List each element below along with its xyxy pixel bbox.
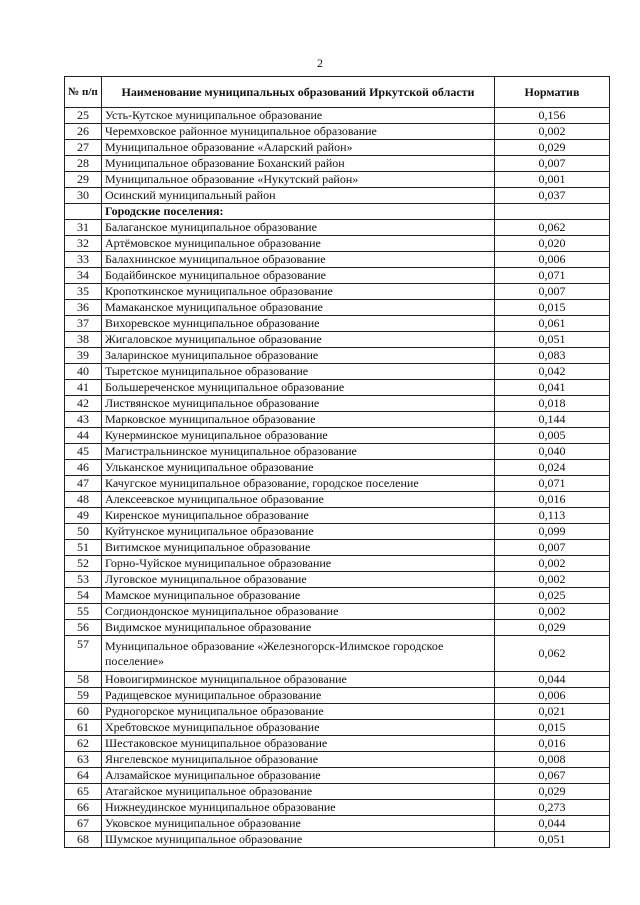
norm-value: 0,006 bbox=[495, 688, 610, 704]
norm-value: 0,041 bbox=[495, 380, 610, 396]
municipality-name: Куйтунское муниципальное образование bbox=[102, 524, 495, 540]
municipality-name: Радищевское муниципальное образование bbox=[102, 688, 495, 704]
table-body bbox=[65, 108, 610, 848]
municipality-name: Балахнинское муниципальное образование bbox=[102, 252, 495, 268]
table-row bbox=[65, 348, 610, 364]
norms-table bbox=[64, 76, 610, 848]
norm-value: 0,005 bbox=[495, 428, 610, 444]
municipality-name: Балаганское муниципальное образование bbox=[102, 220, 495, 236]
norm-value: 0,002 bbox=[495, 604, 610, 620]
table-row bbox=[65, 252, 610, 268]
row-number: 48 bbox=[65, 492, 102, 508]
norm-value: 0,044 bbox=[495, 672, 610, 688]
row-number: 51 bbox=[65, 540, 102, 556]
norm-value: 0,016 bbox=[495, 736, 610, 752]
norm-value: 0,015 bbox=[495, 300, 610, 316]
municipality-name: Муниципальное образование «Аларский район» bbox=[102, 140, 495, 156]
table-row bbox=[65, 508, 610, 524]
table-row bbox=[65, 236, 610, 252]
table-row bbox=[65, 124, 610, 140]
row-number: 55 bbox=[65, 604, 102, 620]
table-row bbox=[65, 768, 610, 784]
municipality-name: Уковское муниципальное образование bbox=[102, 816, 495, 832]
municipality-name: Алзамайское муниципальное образование bbox=[102, 768, 495, 784]
row-number: 59 bbox=[65, 688, 102, 704]
table-row bbox=[65, 784, 610, 800]
row-number: 66 bbox=[65, 800, 102, 816]
municipality-name: Заларинское муниципальное образование bbox=[102, 348, 495, 364]
page-number: 2 bbox=[317, 56, 323, 70]
table-row bbox=[65, 460, 610, 476]
municipality-name: Алексеевское муниципальное образование bbox=[102, 492, 495, 508]
norm-value: 0,007 bbox=[495, 540, 610, 556]
row-number: 45 bbox=[65, 444, 102, 460]
row-number: 68 bbox=[65, 832, 102, 848]
row-number: 41 bbox=[65, 380, 102, 396]
municipality-name: Бодайбинское муниципальное образование bbox=[102, 268, 495, 284]
norm-value: 0,037 bbox=[495, 188, 610, 204]
municipality-name: Кунерминское муниципальное образование bbox=[102, 428, 495, 444]
table-row bbox=[65, 620, 610, 636]
municipality-name: Шумское муниципальное образование bbox=[102, 832, 495, 848]
municipality-name: Хребтовское муниципальное образование bbox=[102, 720, 495, 736]
row-number: 61 bbox=[65, 720, 102, 736]
header-name: Наименование муниципальных образований Иркутской области bbox=[102, 77, 495, 108]
row-number: 62 bbox=[65, 736, 102, 752]
municipality-name: Шестаковское муниципальное образование bbox=[102, 736, 495, 752]
norm-value: 0,144 bbox=[495, 412, 610, 428]
municipality-name: Артёмовское муниципальное образование bbox=[102, 236, 495, 252]
row-number: 33 bbox=[65, 252, 102, 268]
norm-value: 0,051 bbox=[495, 332, 610, 348]
municipality-name: Рудногорское муниципальное образование bbox=[102, 704, 495, 720]
norm-value: 0,021 bbox=[495, 704, 610, 720]
table-row bbox=[65, 572, 610, 588]
norm-value: 0,083 bbox=[495, 348, 610, 364]
table-row bbox=[65, 588, 610, 604]
row-number: 54 bbox=[65, 588, 102, 604]
municipality-name: Улькансκое муниципальное образование bbox=[102, 460, 495, 476]
norm-value: 0,051 bbox=[495, 832, 610, 848]
table-row bbox=[65, 428, 610, 444]
norm-value: 0,040 bbox=[495, 444, 610, 460]
norm-value: 0,007 bbox=[495, 284, 610, 300]
norm-value: 0,113 bbox=[495, 508, 610, 524]
row-number: 47 bbox=[65, 476, 102, 492]
table-row bbox=[65, 736, 610, 752]
municipality-name: Качугское муниципальное образование, городское поселение bbox=[102, 476, 495, 492]
norm-value: 0,029 bbox=[495, 620, 610, 636]
norm-value: 0,020 bbox=[495, 236, 610, 252]
table-row bbox=[65, 220, 610, 236]
table-row bbox=[65, 476, 610, 492]
norm-value: 0,002 bbox=[495, 572, 610, 588]
table-row bbox=[65, 332, 610, 348]
table-row bbox=[65, 604, 610, 620]
table-row bbox=[65, 380, 610, 396]
municipality-name: Марковское муниципальное образование bbox=[102, 412, 495, 428]
norm-value: 0,062 bbox=[495, 220, 610, 236]
municipality-name: Мамаканское муниципальное образование bbox=[102, 300, 495, 316]
municipality-name: Листвянское муниципальное образование bbox=[102, 396, 495, 412]
row-number: 49 bbox=[65, 508, 102, 524]
norm-value: 0,042 bbox=[495, 364, 610, 380]
norm-value: 0,029 bbox=[495, 140, 610, 156]
municipality-name: Жигаловское муниципальное образование bbox=[102, 332, 495, 348]
row-number: 29 bbox=[65, 172, 102, 188]
municipality-name: Осинский муниципальный район bbox=[102, 188, 495, 204]
municipality-name: Муниципальное образование «Железногорск-Илимское городское поселение» bbox=[102, 636, 495, 672]
municipality-name: Магистральнинское муниципальное образование bbox=[102, 444, 495, 460]
municipality-name: Усть-Кутское муниципальное образование bbox=[102, 108, 495, 124]
table-row bbox=[65, 364, 610, 380]
municipality-name: Мамское муниципальное образование bbox=[102, 588, 495, 604]
norm-value: 0,071 bbox=[495, 268, 610, 284]
table-header bbox=[65, 77, 610, 108]
municipality-name: Киренское муниципальное образование bbox=[102, 508, 495, 524]
norm-value: 0,061 bbox=[495, 316, 610, 332]
norm-value bbox=[495, 204, 610, 220]
row-number: 39 bbox=[65, 348, 102, 364]
header-norm: Норматив bbox=[495, 77, 610, 108]
norm-value: 0,016 bbox=[495, 492, 610, 508]
table-row bbox=[65, 704, 610, 720]
norm-value: 0,006 bbox=[495, 252, 610, 268]
norm-value: 0,067 bbox=[495, 768, 610, 784]
municipality-name: Новоигирминское муниципальное образование bbox=[102, 672, 495, 688]
row-number: 63 bbox=[65, 752, 102, 768]
table-row bbox=[65, 300, 610, 316]
table-row bbox=[65, 816, 610, 832]
table-row bbox=[65, 752, 610, 768]
norm-value: 0,156 bbox=[495, 108, 610, 124]
table-row bbox=[65, 524, 610, 540]
section-title: Городские поселения: bbox=[102, 204, 495, 220]
row-number: 36 bbox=[65, 300, 102, 316]
row-number: 30 bbox=[65, 188, 102, 204]
norm-value: 0,029 bbox=[495, 784, 610, 800]
table-row bbox=[65, 172, 610, 188]
municipality-name: Муниципальное образование Боханский район bbox=[102, 156, 495, 172]
row-number: 44 bbox=[65, 428, 102, 444]
row-number: 53 bbox=[65, 572, 102, 588]
norm-value: 0,099 bbox=[495, 524, 610, 540]
row-number: 60 bbox=[65, 704, 102, 720]
row-number: 64 bbox=[65, 768, 102, 784]
table-row bbox=[65, 688, 610, 704]
municipality-name: Кропоткинское муниципальное образование bbox=[102, 284, 495, 300]
row-number: 57 bbox=[65, 636, 102, 672]
row-number: 32 bbox=[65, 236, 102, 252]
table-row bbox=[65, 672, 610, 688]
row-number: 35 bbox=[65, 284, 102, 300]
norm-value: 0,024 bbox=[495, 460, 610, 476]
norm-value: 0,001 bbox=[495, 172, 610, 188]
row-number: 26 bbox=[65, 124, 102, 140]
row-number: 38 bbox=[65, 332, 102, 348]
municipality-name: Нижнеудинское муниципальное образование bbox=[102, 800, 495, 816]
municipality-name: Большереченское муниципальное образование bbox=[102, 380, 495, 396]
table-row bbox=[65, 832, 610, 848]
municipality-name: Согдиондонское муниципальное образование bbox=[102, 604, 495, 620]
row-number: 40 bbox=[65, 364, 102, 380]
norm-value: 0,007 bbox=[495, 156, 610, 172]
table-row bbox=[65, 316, 610, 332]
row-number: 31 bbox=[65, 220, 102, 236]
table-row bbox=[65, 720, 610, 736]
row-number: 50 bbox=[65, 524, 102, 540]
municipality-name: Черемховское районное муниципальное образование bbox=[102, 124, 495, 140]
municipality-name: Янгелевское муниципальное образование bbox=[102, 752, 495, 768]
norm-value: 0,044 bbox=[495, 816, 610, 832]
norm-value: 0,002 bbox=[495, 556, 610, 572]
norm-value: 0,002 bbox=[495, 124, 610, 140]
section-row bbox=[65, 204, 610, 220]
table-row bbox=[65, 540, 610, 556]
norm-value: 0,071 bbox=[495, 476, 610, 492]
row-number bbox=[65, 204, 102, 220]
table-row bbox=[65, 108, 610, 124]
municipality-name: Видимское муниципальное образование bbox=[102, 620, 495, 636]
table-row bbox=[65, 800, 610, 816]
municipality-name: Вихоревское муниципальное образование bbox=[102, 316, 495, 332]
table-row bbox=[65, 268, 610, 284]
header-row bbox=[65, 77, 610, 108]
row-number: 25 bbox=[65, 108, 102, 124]
table-row bbox=[65, 140, 610, 156]
table-row bbox=[65, 284, 610, 300]
table-row bbox=[65, 412, 610, 428]
row-number: 34 bbox=[65, 268, 102, 284]
norm-value: 0,018 bbox=[495, 396, 610, 412]
table-row bbox=[65, 188, 610, 204]
table-row bbox=[65, 636, 610, 672]
row-number: 46 bbox=[65, 460, 102, 476]
municipality-name: Муниципальное образование «Нукутский район» bbox=[102, 172, 495, 188]
municipality-name: Луговское муниципальное образование bbox=[102, 572, 495, 588]
row-number: 28 bbox=[65, 156, 102, 172]
row-number: 42 bbox=[65, 396, 102, 412]
norm-value: 0,273 bbox=[495, 800, 610, 816]
header-number: № п/п bbox=[65, 77, 102, 108]
norm-value: 0,062 bbox=[495, 636, 610, 672]
norm-value: 0,015 bbox=[495, 720, 610, 736]
municipality-name: Тыретское муниципальное образование bbox=[102, 364, 495, 380]
table-row bbox=[65, 156, 610, 172]
table-row bbox=[65, 444, 610, 460]
row-number: 37 bbox=[65, 316, 102, 332]
norm-value: 0,025 bbox=[495, 588, 610, 604]
row-number: 65 bbox=[65, 784, 102, 800]
municipality-name: Горно-Чуйское муниципальное образование bbox=[102, 556, 495, 572]
municipality-name: Атагайское муниципальное образование bbox=[102, 784, 495, 800]
row-number: 67 bbox=[65, 816, 102, 832]
table-row bbox=[65, 492, 610, 508]
row-number: 56 bbox=[65, 620, 102, 636]
row-number: 58 bbox=[65, 672, 102, 688]
table-row bbox=[65, 556, 610, 572]
row-number: 52 bbox=[65, 556, 102, 572]
norm-value: 0,008 bbox=[495, 752, 610, 768]
municipality-name: Витимское муниципальное образование bbox=[102, 540, 495, 556]
row-number: 43 bbox=[65, 412, 102, 428]
table-row bbox=[65, 396, 610, 412]
row-number: 27 bbox=[65, 140, 102, 156]
